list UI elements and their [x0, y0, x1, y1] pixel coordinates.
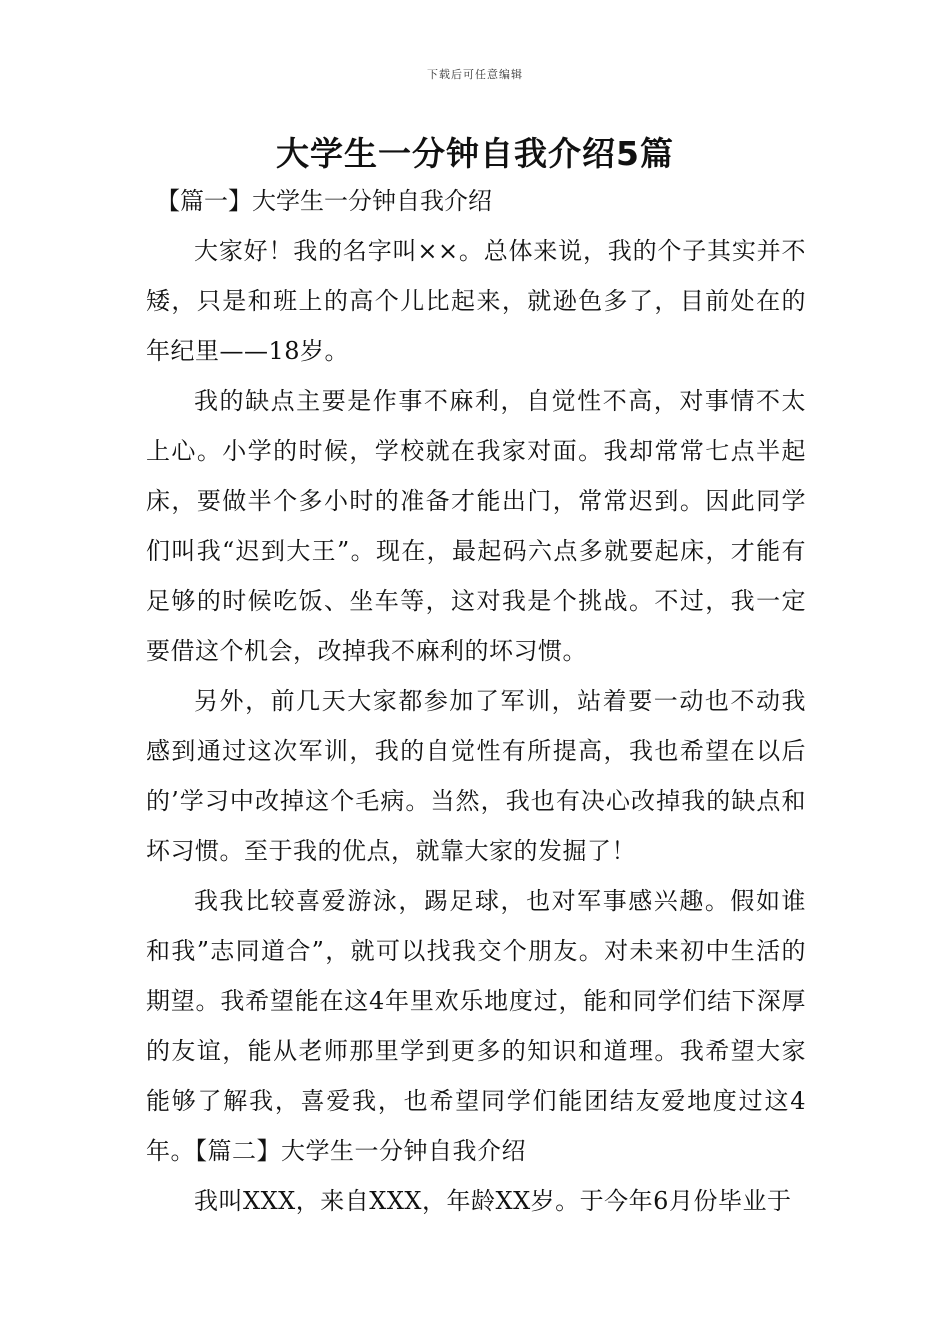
paragraph-3: 另外，前几天大家都参加了军训，站着要一动也不动我感到通过这次军训，我的自觉性有所提高，我也希望在以后的’学习中改掉这个毛病。当然，我也有决心改掉我的缺点和坏习惯。至于我的优点，就靠大家的发掘了！: [146, 687, 806, 865]
paragraph-4-text: 我我比较喜爱游泳，踢足球，也对军事感兴趣。假如谁和我”志同道合”，就可以找我交个朋友。对未来初中生活的期望。我希望能在这4年里欢乐地度过，能和同学们结下深厚的友谊，能从老师那里学到更多的知识和道理。我希望大家能够了解我，喜爱我，也希望同学们能团结友爱地度过这4年。: [146, 887, 806, 1165]
section-heading-1: 【篇一】大学生一分钟自我介绍: [156, 187, 492, 215]
header-note: 下载后可任意编辑: [427, 68, 523, 81]
paragraph-1: 大家好！我的名字叫××。总体来说，我的个子其实并不矮，只是和班上的高个儿比起来，就逊色多了，目前处在的年纪里——18岁。: [146, 237, 806, 365]
document-body: [146, 176, 806, 1226]
paragraph-4: [146, 876, 806, 1176]
paragraph-2: 我的缺点主要是作事不麻利，自觉性不高，对事情不太上心。小学的时候，学校就在我家对面。我却常常七点半起床，要做半个多小时的准备才能出门，常常迟到。因此同学们叫我“迟到大王”。现在，最起码六点多就要起床，才能有足够的时候吃饭、坐车等，这对我是个挑战。不过，我一定要借这个机会，改掉我不麻利的坏习惯。: [146, 387, 806, 665]
document-title: 大学生一分钟自我介绍5篇: [276, 134, 674, 173]
section-heading-2: 【篇二】大学生一分钟自我介绍: [195, 1137, 526, 1165]
paragraph-5: 我叫XXX，来自XXX，年龄XX岁。于今年6月份毕业于: [194, 1187, 792, 1215]
